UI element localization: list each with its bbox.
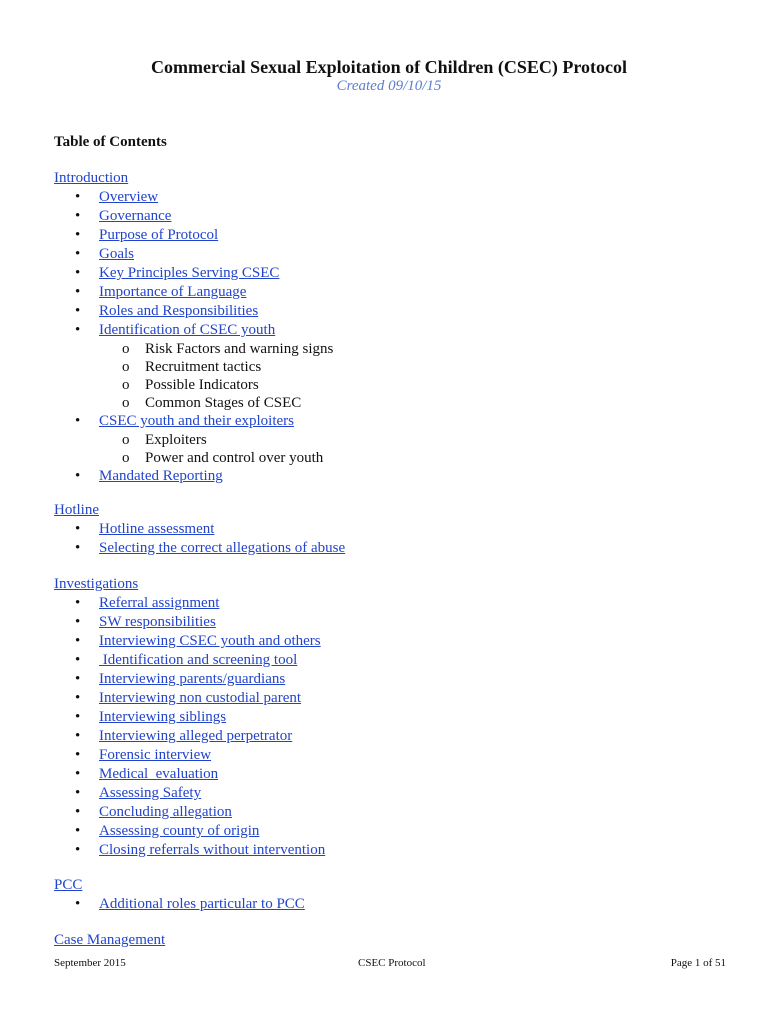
toc-item [54,321,734,340]
toc-subitem: o Power and control over youth [54,449,734,467]
toc-link-additional-roles-pcc[interactable]: Additional roles particular to PCC [99,896,305,912]
page-footer [54,957,726,971]
toc-item [54,670,734,689]
toc-link-screening-tool[interactable]: Identification and screening tool [99,652,298,668]
toc-item [54,746,734,765]
created-date: Created 09/10/15 [336,78,442,94]
toc-link-hotline-assessment[interactable]: Hotline assessment [99,521,215,537]
toc-item [54,765,734,784]
toc-item [54,895,734,914]
toc-link-referral-assignment[interactable]: Referral assignment [99,595,220,611]
toc-link-medical-evaluation[interactable]: Medical evaluation [99,766,219,782]
toc-section-pcc [54,876,734,914]
toc-link-sw-responsibilities[interactable]: SW responsibilities [99,614,216,630]
toc-section-investigations [54,575,734,860]
toc-item [54,412,734,431]
toc-link-interviewing-parents[interactable]: Interviewing parents/guardians [99,671,286,687]
toc-link-pcc[interactable]: PCC [54,877,83,893]
toc-item [54,594,734,613]
toc-subitem: o Recruitment tactics [54,358,734,376]
toc-section-introduction [54,169,734,486]
toc-item [54,613,734,632]
toc-link-goals[interactable]: Goals [99,246,134,262]
toc-link-governance[interactable]: Governance [99,208,172,224]
document-title: Commercial Sexual Exploitation of Children (CSEC) Protocol [151,57,627,77]
toc-link-interviewing-csec-youth[interactable]: Interviewing CSEC youth and others [99,633,321,649]
toc-item [54,207,734,226]
toc-link-case-management[interactable]: Case Management [54,932,166,948]
toc-link-county-of-origin[interactable]: Assessing county of origin [99,823,260,839]
toc-item [54,651,734,670]
toc-link-mandated-reporting[interactable]: Mandated Reporting [99,468,223,484]
toc-section-case-management [54,931,734,950]
footer-doc-name: CSEC Protocol [358,957,426,969]
toc-item [54,822,734,841]
toc-link-purpose-of-protocol[interactable]: Purpose of Protocol [99,227,219,243]
toc-link-selecting-allegations[interactable]: Selecting the correct allegations of abuse [99,540,346,556]
toc-item [54,841,734,860]
toc-link-identification-of-csec-youth[interactable]: Identification of CSEC youth [99,322,276,338]
toc-link-assessing-safety[interactable]: Assessing Safety [99,785,202,801]
toc-link-closing-referrals[interactable]: Closing referrals without intervention [99,842,326,858]
toc-subitem: o Possible Indicators [54,376,734,394]
toc-subitem: o Exploiters [54,431,734,449]
footer-page-number: Page 1 of 51 [670,957,726,969]
toc-link-roles-and-responsibilities[interactable]: Roles and Responsibilities [99,303,259,319]
toc-link-non-custodial-parent[interactable]: Interviewing non custodial parent [99,690,302,706]
footer-date: September 2015 [54,957,126,969]
toc-link-concluding-allegation[interactable]: Concluding allegation [99,804,232,820]
toc-item [54,520,734,539]
toc-item [54,632,734,651]
toc-item [54,467,734,486]
toc-link-forensic-interview[interactable]: Forensic interview [99,747,212,763]
toc-item [54,302,734,321]
toc-link-interviewing-siblings[interactable]: Interviewing siblings [99,709,227,725]
toc-link-introduction[interactable]: Introduction [54,170,129,186]
toc-item [54,727,734,746]
toc-link-importance-of-language[interactable]: Importance of Language [99,284,247,300]
toc-item [54,226,734,245]
toc-link-investigations[interactable]: Investigations [54,576,139,592]
toc-item [54,245,734,264]
toc-link-alleged-perpetrator[interactable]: Interviewing alleged perpetrator [99,728,293,744]
toc-subitem: o Risk Factors and warning signs [54,340,734,358]
toc-item [54,708,734,727]
toc-item [54,689,734,708]
toc-item [54,264,734,283]
toc-link-key-principles[interactable]: Key Principles Serving CSEC [99,265,280,281]
toc-item [54,803,734,822]
toc-link-csec-youth-and-exploiters[interactable]: CSEC youth and their exploiters [99,413,294,429]
toc-link-hotline[interactable]: Hotline [54,502,99,518]
toc-subitem: o Common Stages of CSEC [54,394,734,412]
toc-section-hotline [54,501,734,558]
toc-item [54,188,734,207]
toc-item [54,539,734,558]
toc-link-overview[interactable]: Overview [99,189,159,205]
toc-item [54,784,734,803]
toc-heading: Table of Contents [54,134,167,150]
toc-item [54,283,734,302]
